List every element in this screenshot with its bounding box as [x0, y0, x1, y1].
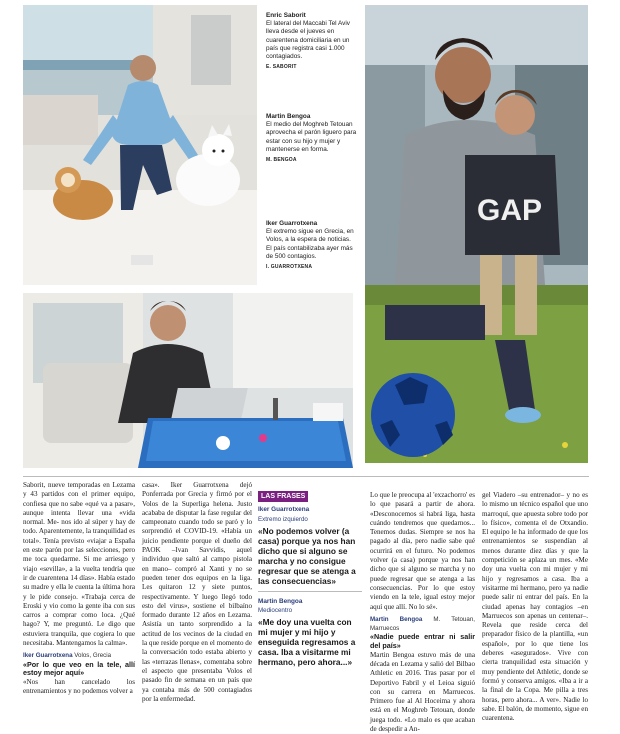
photo-guarrotxena-desk [23, 293, 353, 468]
gap-shirt-text: GAP [477, 194, 543, 227]
caption-guarrotxena [266, 220, 358, 271]
caption-guarrotxena-name: Iker Guarrotxena [266, 220, 318, 227]
caption-saborit-text: El lateral del Maccabi Tel Aviv lleva desde el jueves en cuarentena domiciliaria en un país que registra casi 1.000 contagiados. [266, 20, 350, 61]
quotes-box [258, 491, 362, 721]
article-column-4 [370, 491, 475, 734]
horizontal-divider [23, 476, 589, 477]
col4-subhead: Martin Bengoa M. Tetouan, Marruecos [370, 615, 475, 633]
col1-body: Saborit, nueve temporadas en Lezama y 43 partidos con el primer equipo, confiesa que no sabe «qué va a pasar», aunque intenta llevar una «vida normal. Me- nos ido al súper y hay de todo. Aparentemente, la tranquilidad es total». Tenía previsto «viajar a España en este parón por las selecciones, pero me toca quedarme. Si me arriesgo y viajo «sevilla», a la vuelta tendría que ir de cuarentena 14 días». Había estado su madre y ella le cuenta la última hora y le pide consejo. «Trabaja cerca de Eroski y vio como la gente iba con sus carros a comprar como loca. ¿Qué hago? Y, me preguntó. Le digo que estuviera tranquila, que cogiera lo que necesitaba. Mantengamos la calma». [23, 481, 135, 648]
caption-bengoa-credit: M. BENGOA [266, 157, 297, 164]
quote1-name: Iker Guarrotxena [258, 506, 310, 514]
caption-bengoa [266, 113, 358, 164]
col1-subhead-quote: «Por lo que veo en la tele, allí estoy mejor aquí» [23, 659, 135, 678]
quote1-text: «No podemos volver (a casa) porque ya nos han dicho que si alguno se marcha y no consigue regresar que se atenga a las consecuencias» [258, 525, 356, 586]
col4-body: Lo que le preocupa al 'exzachorro' es lo que pasará a partir de ahora. «Desconocemos si habrá liga, hasta cuándo tendremos que quedarnos... Tenemos dudas. Siempre se nos ha pagado al día, pero nadie sabe qué ocurrirá en el futuro. No podemos volver (a casa) porque ya nos han dicho que si alguno se marcha y no puede regresar que se atenga a las consecuencias. Por lo que estoy viendo en la tele, igual estoy mejor aquí que allí. No lo sé». [370, 491, 475, 611]
col4-tail: Martin Bengoa estuvo más de una década en Lezama y salió del Bilbao Athletic en 2016. Tras pasar por el Deportivo Fabril y el Leioa siguió con su carrera en Marruecos. Primero fue al Al Hoceima y ahora está en el Moghreb Tetouan, donde juega todo. «Lo malo es que acaban de despedir a An- [370, 650, 475, 734]
col1-subhead: Iker Guarrotxena Volos, Grecia [23, 652, 112, 660]
caption-bengoa-name: Martin Bengoa [266, 113, 311, 120]
caption-saborit-credit: E. SABORIT [266, 64, 297, 71]
quote2-text: «Me doy una vuelta con mi mujer y mi hijo y enseguida regresamos a casa. Iba a visitarme mi hermano, pero ahora...» [258, 617, 356, 668]
photo-bengoa-son [365, 5, 588, 463]
col5-body: gel Viadero –su entrenador– y no es lo mismo un técnico español que uno marroquí, que apuesta sobre todo por lo físico», comenta el de Otxandio. El equipo le ha informado de que los entrenamientos se suspendían al menos durante diez días y que la competición se aplaza un mes. «Me doy una vuelta con mi mujer y mi hijo y regresamos a casa. Iba a visitarme mi hermano, pero ya nadie puede salir ni entrar del país. En la ciudad apenas hay contagios –en Marruecos son apenas un centenar–. Revela que reside cerca del preparador físico de la plantilla, «un español», por lo que tiene los deberes «asegurados». Vive con cierta tranquilidad esta situación y muy pendiente del Athletic, donde se formó y conserva amigos. «Iba a ir a la final de la Copa. Me pilla a tres horas, pero ahora... A ver». Nadie lo sabe. El balón, de momento, sigue en cuarentena. [482, 491, 588, 723]
col1-tail: «Nos han cancelado los entrenamientos y no podemos volver a [23, 677, 135, 696]
quote2-name: Martin Bengoa [258, 597, 303, 605]
caption-guarrotxena-text: El extremo sigue en Grecia, en Volos, a la espera de noticias. El país contabilizaba ayer más de 500 contagios. [266, 228, 354, 260]
quotes-divider [258, 591, 362, 592]
col2-body: casa». Iker Guarrotxena dejó Ponferrada por Grecia y firmó por el Volos de la Superliga helena. Justo acababa de disputar la fase regular del campeonato cuando todo se paró y lo sorprendió el COVID-19. «Había un juicio pendiente porque el dueño del PAOK –Ivan Savvidis, aquel individuo que saltó al campo pistola en mano– compró al Xanti y no se pueden tener dos equipos en la liga. Les quitaron 12 y siete puntos, respectivamente. Y luego llegó todo esto del virus», sostiene el bilbaíno formado durante 12 años en Lezama. Asistía un tanto sorprendido a la actitud de los vecinos de la ciudad en la que reside porque en el momento de la conversación todo estaba abierto y las «terrazas llenas», comentaba sobre el aspecto que presentaba Volos el pasado fin de semana en un país que ya contaba más de 500 contagiados por la enfermedad. [142, 481, 252, 703]
caption-bengoa-text: El medio del Moghreb Tetouan aprovecha el parón liguero para estar con su hijo y mujer y mantenerse en forma. [266, 121, 357, 153]
caption-guarrotxena-credit: I. GUARROTXENA [266, 264, 313, 271]
quote1-role: Extremo izquierdo [258, 515, 308, 523]
photo-saborit-dogs [23, 5, 257, 285]
caption-saborit-name: Enric Saborit [266, 12, 306, 19]
article-column-5 [482, 491, 588, 721]
quote2-role: Mediocentro [258, 607, 293, 615]
col4-subhead-quote: «Nadie puede entrar ni salir del país» [370, 632, 475, 651]
caption-saborit [266, 12, 358, 71]
article-column-2 [142, 481, 252, 721]
las-frases-tag: LAS FRASES [258, 491, 308, 502]
article-column-1 [23, 481, 135, 721]
